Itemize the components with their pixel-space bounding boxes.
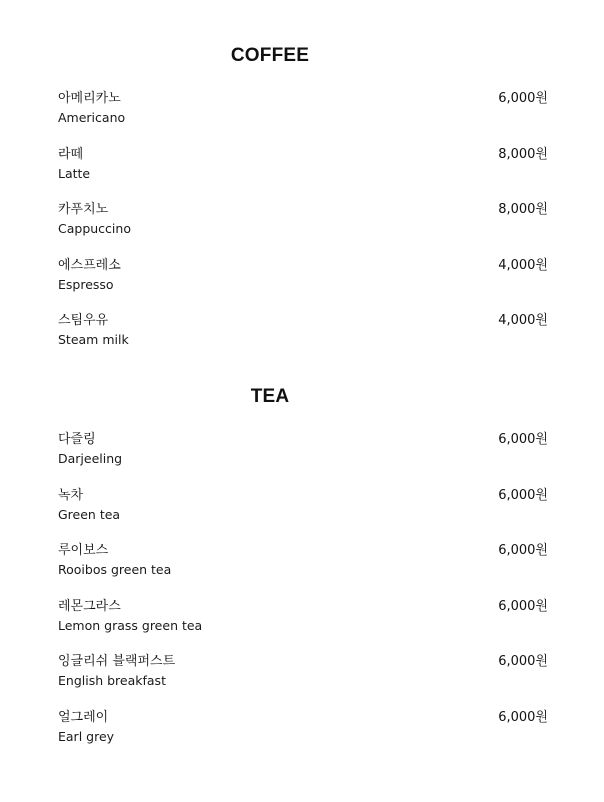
menu-item	[0, 312, 604, 368]
menu-item	[0, 542, 604, 598]
menu-item	[0, 257, 604, 313]
item-price: 6,000원	[498, 598, 548, 614]
item-name-korean: 라떼	[58, 146, 84, 162]
item-name-english: Latte	[58, 165, 91, 181]
item-name-korean: 에스프레소	[58, 257, 121, 273]
item-name-korean: 루이보스	[58, 543, 109, 559]
section-title-tea: TEA	[250, 386, 290, 407]
item-price: 6,000원	[498, 487, 548, 503]
menu-item	[0, 653, 604, 709]
item-name-korean: 스팀우유	[58, 313, 109, 329]
menu-list-tea	[0, 431, 604, 765]
item-price: 6,000원	[498, 543, 548, 559]
item-name-english: Earl grey	[58, 728, 115, 744]
item-name-korean: 다즐링	[58, 432, 96, 447]
item-price: 4,000원	[498, 313, 548, 329]
item-name-english: English breakfast	[58, 673, 166, 689]
menu-item	[0, 146, 604, 202]
item-name-korean: 아메리카노	[58, 91, 121, 106]
menu-item	[0, 90, 604, 146]
menu-item	[0, 201, 604, 257]
item-name-english: Lemon grass green tea	[58, 617, 203, 633]
item-name-korean: 레몬그라스	[58, 598, 121, 614]
item-name-korean: 얼그레이	[58, 709, 109, 725]
item-name-korean: 잉글리쉬 블랙퍼스트	[58, 654, 176, 670]
menu-item	[0, 598, 604, 654]
item-price: 8,000원	[498, 202, 548, 218]
item-price: 6,000원	[498, 91, 548, 106]
item-name-korean: 카푸치노	[58, 202, 109, 218]
item-price: 6,000원	[498, 709, 548, 725]
item-name-english: Green tea	[58, 506, 121, 522]
item-name-english: Rooibos green tea	[58, 562, 172, 578]
item-name-english: Americano	[58, 110, 126, 125]
section-tea	[0, 385, 604, 765]
menu-item	[0, 431, 604, 487]
item-name-english: Steam milk	[58, 332, 129, 348]
item-name-english: Darjeeling	[58, 451, 123, 466]
item-price: 8,000원	[498, 146, 548, 162]
menu-item	[0, 487, 604, 543]
section-title-coffee: COFFEE	[230, 45, 310, 66]
menu-list-coffee	[0, 90, 604, 368]
item-price: 6,000원	[498, 432, 548, 447]
item-name-korean: 녹차	[58, 487, 84, 503]
item-name-english: Espresso	[58, 276, 114, 292]
menu-item	[0, 709, 604, 765]
item-price: 4,000원	[498, 257, 548, 273]
item-name-english: Cappuccino	[58, 221, 131, 237]
item-price: 6,000원	[498, 654, 548, 670]
section-coffee	[0, 44, 604, 368]
